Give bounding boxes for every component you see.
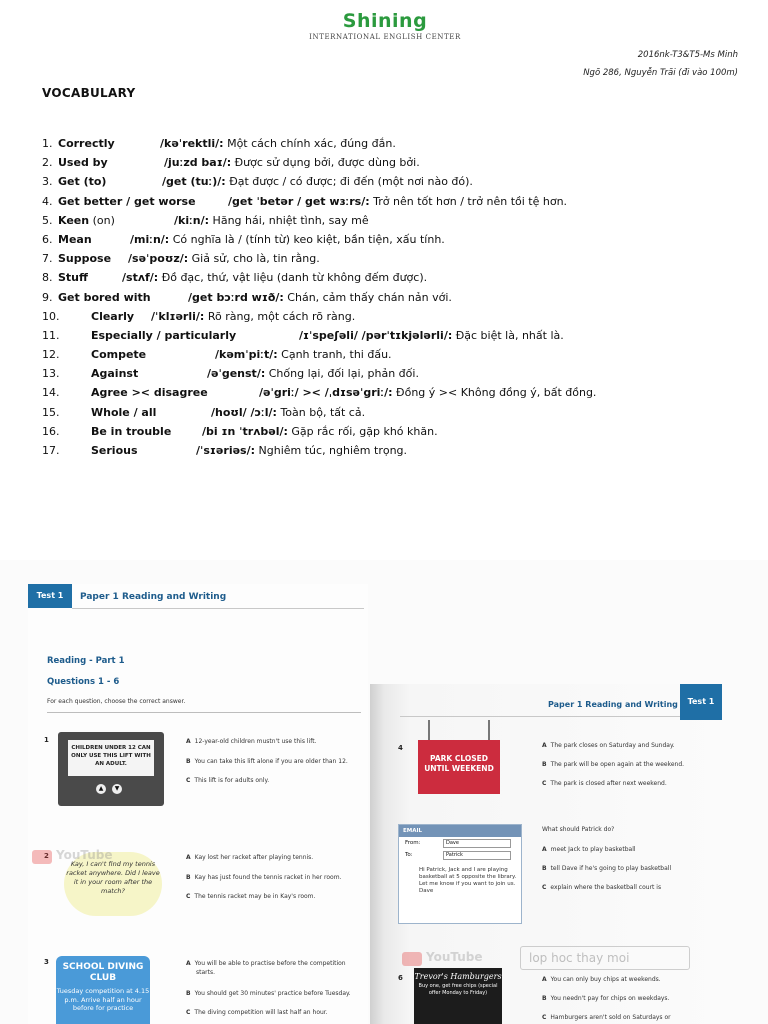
address-info: Ngõ 286, Nguyễn Trãi (đi vào 100m): [583, 68, 738, 78]
answer-option: B tell Dave if he's going to play basketball: [542, 865, 672, 872]
answer-option: A You will be able to practise before the competition: [186, 960, 346, 967]
answer-option: A Kay lost her racket after playing tennis.: [186, 854, 314, 861]
answer-option: A You can only buy chips at weekends.: [542, 976, 661, 983]
section-title: Reading - Part 1: [47, 656, 125, 666]
watermark-channel: lop hoc thay moi: [520, 946, 690, 970]
instruction: For each question, choose the correct answer.: [47, 698, 186, 705]
hamburger-sign-title: Trevor's Hamburgers: [414, 972, 502, 981]
item-term: Be in trouble: [91, 424, 172, 438]
item-term: Compete: [91, 348, 147, 362]
watermark-youtube: YouTube: [426, 950, 483, 964]
logo-text: Shining: [342, 10, 428, 32]
question-number: 3: [44, 958, 49, 966]
answer-option: B You should get 30 minutes' practice before Tuesday.: [186, 990, 351, 997]
answer-option: A meet Jack to play basketball: [542, 846, 636, 853]
list-item: [42, 288, 742, 307]
list-item: [42, 345, 742, 364]
answer-option: B Kay has just found the tennis racket in her room.: [186, 874, 342, 881]
answer-option: C The tennis racket may be in Kay's room.: [186, 893, 316, 900]
logo-subtitle: INTERNATIONAL ENGLISH CENTER: [309, 33, 461, 41]
list-item: [42, 403, 742, 422]
note-text: Kay, I can't find my tennis racket anywhere. Did I leave it in your room after the match?: [64, 852, 162, 916]
answer-option: C explain where the basketball court is: [542, 884, 662, 891]
list-item: [42, 441, 742, 460]
email-header: EMAIL: [399, 825, 521, 837]
question-number: 6: [398, 974, 403, 982]
item-term: Against: [91, 367, 139, 381]
item-term: Get (to): [58, 175, 107, 189]
vocabulary-list: [42, 134, 742, 460]
answer-option: C The diving competition will last half an hour.: [186, 1009, 328, 1016]
logo: [300, 10, 470, 41]
item-term: Mean: [58, 232, 92, 246]
test-tab: Test 1: [680, 684, 722, 720]
list-item: [42, 211, 742, 230]
item-term: Whole / all: [91, 405, 157, 419]
list-item: [42, 134, 742, 153]
hamburger-sign-body: Buy one, get free chips (special offer Monday to Friday): [418, 983, 498, 996]
answer-option: B You needn't pay for chips on weekdays.: [542, 995, 670, 1002]
item-term: Suppose: [58, 252, 112, 266]
item-definition: /get ˈbetər / get wɜːrs/: Trở nên tốt hơn / trở nên tồi tệ hơn.: [228, 194, 568, 208]
diving-sign-title: SCHOOL DIVING CLUB: [62, 962, 144, 983]
item-term: Keen (on): [58, 213, 115, 227]
arrow-down-icon: ▼: [112, 784, 122, 794]
question-prompt: What should Patrick do?: [542, 826, 615, 833]
item-number: 3.: [42, 175, 53, 189]
question-number: 1: [44, 736, 49, 744]
lift-sign: [58, 732, 164, 806]
item-definition: /miːn/: Có nghĩa là / (tính từ) keo kiệt, bần tiện, xấu tính.: [130, 232, 445, 246]
item-term: Correctly: [58, 137, 115, 150]
item-number: 13.: [42, 367, 60, 381]
answer-option: B The park will be open again at the weekend.: [542, 761, 685, 768]
class-info: 2016nk-T3&T5-Ms Minh: [637, 50, 738, 60]
divider: [72, 608, 364, 609]
paper-heading: Paper 1 Reading and Writing: [548, 700, 678, 709]
vocabulary-title: VOCABULARY: [42, 86, 136, 100]
item-term: Agree >< disagree: [91, 386, 208, 400]
hamburger-sign: [414, 968, 502, 1024]
question-number: 4: [398, 744, 403, 752]
youtube-icon: [32, 850, 52, 864]
item-definition: /əˈgriː/ >< /ˌdɪsəˈgriː/: Đồng ý >< Không đồng ý, bất đồng.: [259, 386, 597, 400]
list-item: [42, 172, 742, 191]
list-item: [42, 268, 742, 287]
diving-club-sign: [56, 956, 150, 1024]
item-term: Clearly: [91, 309, 135, 323]
list-item: [42, 230, 742, 249]
item-number: 9.: [42, 290, 53, 304]
item-term: Get bored with: [58, 290, 151, 304]
sign-post: [488, 720, 490, 740]
answer-option: starts.: [196, 969, 216, 976]
list-item: [42, 326, 742, 345]
divider: [400, 716, 680, 717]
scanned-test-pages: [0, 560, 768, 1024]
item-term: Serious: [91, 444, 138, 457]
email-from: From: Dave: [399, 837, 521, 849]
item-term: Especially / particularly: [91, 328, 237, 342]
item-number: 17.: [42, 444, 60, 457]
answer-option: A 12-year-old children mustn't use this lift.: [186, 738, 317, 745]
item-number: 7.: [42, 252, 53, 266]
answer-option: C This lift is for adults only.: [186, 777, 270, 784]
item-number: 10.: [42, 309, 60, 323]
arrow-up-icon: ▲: [96, 784, 106, 794]
list-item: [42, 422, 742, 441]
item-definition: /əˈgenst/: Chống lại, đối lại, phản đối.: [207, 367, 419, 381]
diving-sign-body: Tuesday competition at 4.15 p.m. Arrive half an hour before for practice: [56, 987, 150, 1012]
list-item: [42, 364, 742, 383]
list-item: [42, 383, 742, 402]
item-term: Get better / get worse: [58, 194, 196, 208]
park-sign: PARK CLOSED UNTIL WEEKEND: [418, 740, 500, 794]
answer-option: C Hamburgers aren't sold on Saturdays or: [542, 1014, 671, 1021]
sign-post: [428, 720, 430, 740]
item-number: 6.: [42, 232, 53, 246]
item-term: Used by: [58, 156, 108, 170]
test-page-left: [28, 584, 368, 1024]
item-definition: /ɪˈspeʃəli/ /pərˈtɪkjələrli/: Đặc biệt là, nhất là.: [299, 328, 564, 342]
answer-option: C The park is closed after next weekend.: [542, 780, 667, 787]
answer-option: A The park closes on Saturday and Sunday.: [542, 742, 675, 749]
questions-range: Questions 1 - 6: [47, 677, 120, 687]
test-page-right: [370, 684, 722, 1024]
item-definition: /bi ɪn ˈtrʌbəl/: Gặp rắc rối, gặp khó khăn.: [202, 424, 438, 438]
item-number: 5.: [42, 213, 53, 227]
item-number: 14.: [42, 386, 60, 400]
item-number: 15.: [42, 405, 60, 419]
item-definition: /stʌf/: Đồ đạc, thứ, vật liệu (danh từ không đếm được).: [122, 271, 428, 285]
item-definition: /hoʊl/ /ɔːl/: Toàn bộ, tất cả.: [211, 405, 366, 419]
item-definition: /juːzd baɪ/: Được sử dụng bởi, được dùng bởi.: [164, 156, 420, 170]
list-item: [42, 192, 742, 211]
email-to: To: Patrick: [399, 849, 521, 861]
item-definition: /kəmˈpiːt/: Cạnh tranh, thi đấu.: [215, 348, 392, 362]
item-term: Stuff: [58, 271, 88, 285]
list-item: [42, 153, 742, 172]
question-number: 2: [44, 852, 49, 860]
item-number: 16.: [42, 424, 60, 438]
item-number: 2.: [42, 156, 53, 170]
lift-sign-text: CHILDREN UNDER 12 CAN ONLY USE THIS LIFT WITH AN ADULT.: [68, 740, 154, 776]
item-number: 11.: [42, 328, 60, 342]
answer-option: B You can take this lift alone if you are older than 12.: [186, 758, 348, 765]
paper-heading: Paper 1 Reading and Writing: [80, 592, 227, 602]
item-definition: /ˈklɪərli/: Rõ ràng, một cách rõ ràng.: [151, 309, 356, 323]
item-number: 1.: [42, 137, 53, 150]
email-card: [398, 824, 522, 924]
list-item: [42, 249, 742, 268]
item-definition: /get (tuː)/: Đạt được / có được; đi đến (một nơi nào đó).: [162, 175, 473, 189]
item-definition: /səˈpoʊz/: Giả sử, cho là, tin rằng.: [128, 252, 320, 266]
list-item: [42, 307, 742, 326]
divider: [47, 712, 361, 713]
youtube-icon: [402, 952, 422, 966]
item-definition: /kiːn/: Hăng hái, nhiệt tình, say mê: [174, 213, 369, 227]
item-definition: /ˈsɪəriəs/: Nghiêm túc, nghiêm trọng.: [196, 444, 408, 457]
item-definition: /kəˈrektli/: Một cách chính xác, đúng đắn.: [160, 137, 396, 150]
watermark-youtube: YouTube: [56, 848, 113, 862]
item-number: 8.: [42, 271, 53, 285]
test-tab: Test 1: [28, 584, 72, 608]
email-body: Hi Patrick, Jack and I are playing basketball at 5 opposite the library. Let me know if you want to join us. Dave: [419, 867, 517, 894]
item-number: 4.: [42, 194, 53, 208]
item-definition: /get bɔːrd wɪð/: Chán, cảm thấy chán nản với.: [188, 290, 452, 304]
item-number: 12.: [42, 348, 60, 362]
